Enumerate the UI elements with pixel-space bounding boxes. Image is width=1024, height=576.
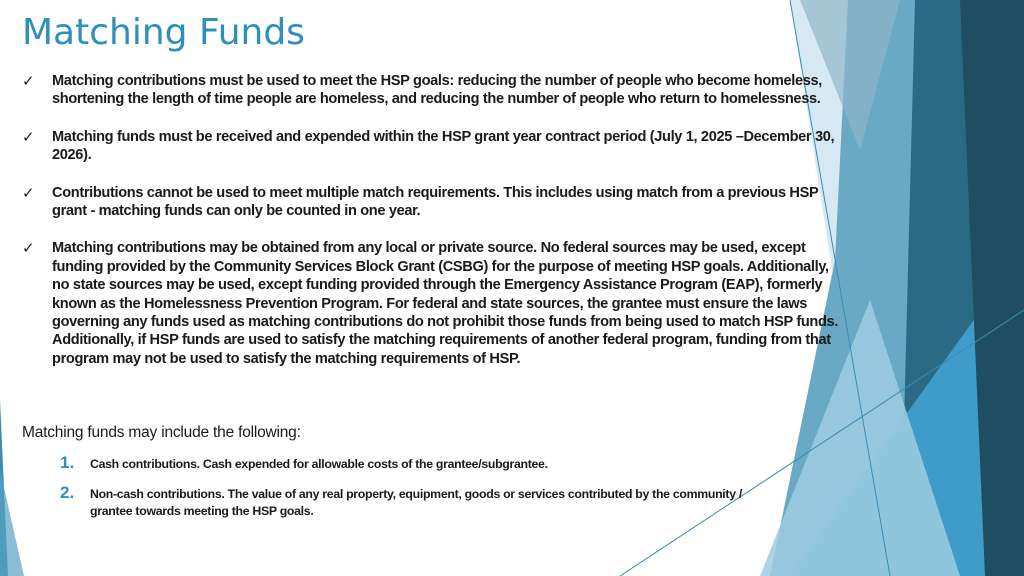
item-text: Cash contributions. Cash expended for allowable costs of the grantee/subgrantee. — [90, 457, 548, 471]
numbered-list — [60, 453, 780, 533]
bullet-text: Matching contributions must be used to meet the HSP goals: reducing the number of people who become homeless, shortening the length of time people are homeless, and reducing the number of people who return to homelessness. — [52, 73, 823, 108]
checkmark-icon: ✓ — [22, 239, 35, 258]
bullet-item — [22, 184, 842, 221]
slide-title: Matching Funds — [22, 12, 305, 53]
bullet-item — [22, 128, 842, 165]
numbered-item — [60, 453, 780, 473]
checkmark-icon: ✓ — [22, 72, 35, 90]
item-number: 1. — [60, 453, 75, 472]
numbered-item — [60, 483, 780, 520]
bullet-text: Matching funds must be received and expended within the HSP grant year contract period (July 1, 2025 –December 30, 2026). — [52, 128, 835, 164]
item-number: 2. — [60, 483, 75, 502]
bullet-item — [22, 72, 842, 109]
include-heading: Matching funds may include the following: — [22, 424, 301, 441]
bullet-text: Contributions cannot be used to meet multiple match requirements. This includes using match from a previous HSP grant - matching funds can only be counted in one year. — [52, 184, 819, 220]
bullet-text: Matching contributions may be obtained from any local or private source. No federal sources may be used, except funding provided by the Community Services Block Grant (CSBG) for the purpose of meeting HSP goals. Additionally, no state sources may be used, except funding provided through the Emergency Assistance Program (EAP), formerly known as the Homelessness Prevention Program. For federal and state sources, the grantee must ensure the laws governing any funds used as matching contributions do not prohibit those funds from being used to match HSP funds. Additionally, if HSP funds are used to satisfy the matching requirements of another federal program, funding from that program may not be used to satisfy the matching requirements of HSP. — [52, 240, 839, 367]
checkmark-icon: ✓ — [22, 183, 35, 202]
item-text: Non-cash contributions. The value of any real property, equipment, goods or services contributed by the community / grantee towards meeting the HSP goals. — [90, 487, 742, 518]
bullet-item — [22, 239, 842, 368]
bullet-list — [22, 72, 842, 387]
checkmark-icon: ✓ — [22, 127, 35, 146]
